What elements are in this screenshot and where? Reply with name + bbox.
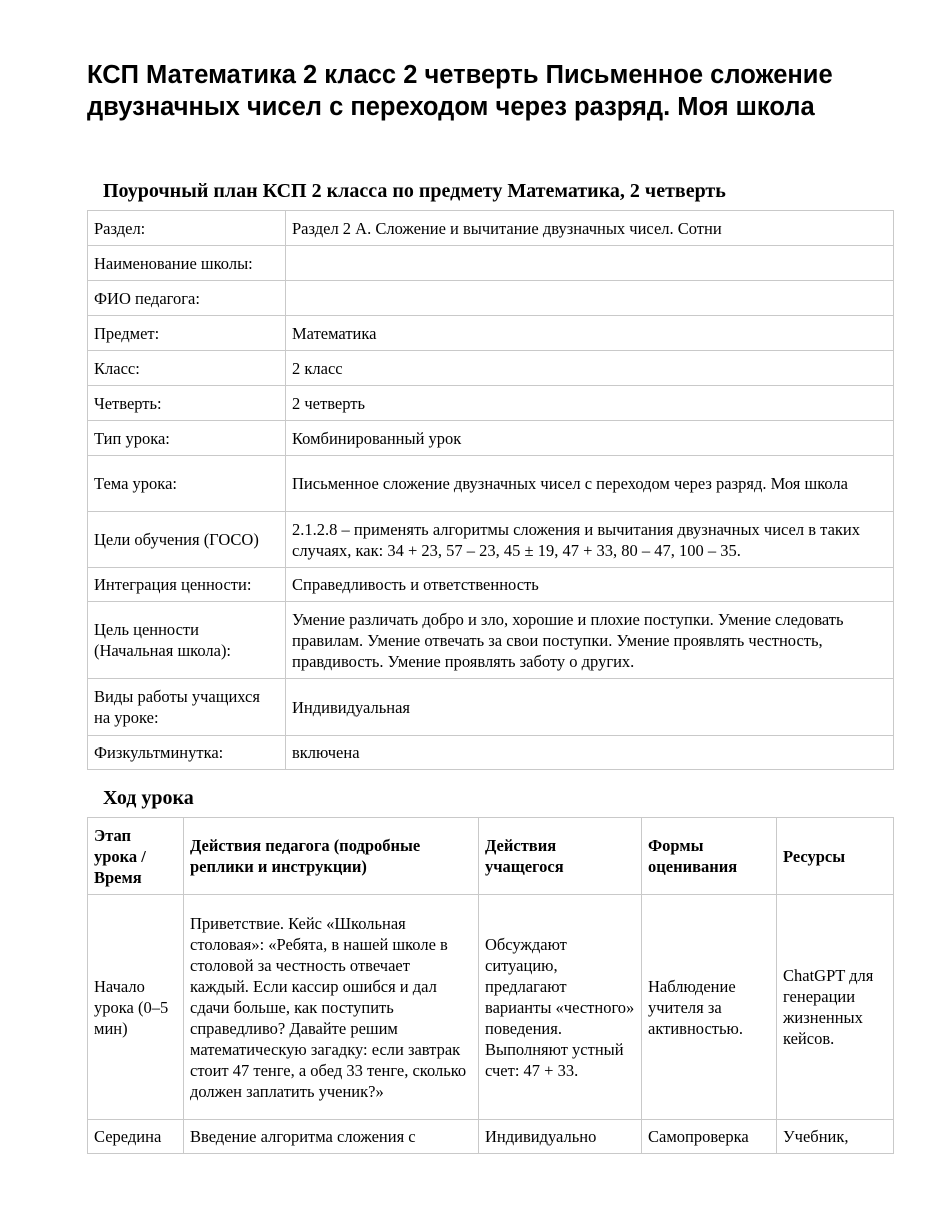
info-value: Письменное сложение двузначных чисел с переходом через разряд. Моя школа — [286, 456, 894, 512]
lesson-cell-student-actions: Обсуждают ситуацию, предлагают варианты «честного» поведения. Выполняют устный счет: 47 + 33. — [479, 895, 642, 1120]
lesson-header-row — [88, 818, 894, 895]
info-row-quarter — [88, 386, 894, 421]
info-key: Четверть: — [88, 386, 286, 421]
lesson-info-table — [87, 210, 894, 770]
lesson-cell-stage: Начало урока (0–5 мин) — [88, 895, 184, 1120]
info-row-section — [88, 211, 894, 246]
col-header-assessment: Формы оценивания — [642, 818, 777, 895]
info-row-topic — [88, 456, 894, 512]
info-row-work-types — [88, 679, 894, 736]
info-row-school — [88, 246, 894, 281]
col-header-resources: Ресурсы — [777, 818, 894, 895]
info-value: Справедливость и ответственность — [286, 568, 894, 602]
lesson-row — [88, 895, 894, 1120]
info-key: Тип урока: — [88, 421, 286, 456]
info-row-value-goal — [88, 602, 894, 679]
lesson-cell-teacher-actions: Введение алгоритма сложения с — [184, 1120, 479, 1154]
info-row-lesson-type — [88, 421, 894, 456]
info-key: Предмет: — [88, 316, 286, 351]
col-header-student-actions: Действия учащегося — [479, 818, 642, 895]
info-value: 2.1.2.8 – применять алгоритмы сложения и вычитания двузначных чисел в таких случаях, как: 34 + 23, 57 – 23, 45 ± 19, 47 + 33, 80 – 47, 100 – 35. — [286, 512, 894, 568]
info-row-subject — [88, 316, 894, 351]
info-value: Умение различать добро и зло, хорошие и плохие поступки. Умение следовать правилам. Умение отвечать за свои поступки. Умение проявлять честность, правдивость. Умение проявлять заботу о других. — [286, 602, 894, 679]
info-row-exercise-break — [88, 736, 894, 770]
lesson-cell-stage: Середина — [88, 1120, 184, 1154]
lesson-row — [88, 1120, 894, 1154]
info-value: Математика — [286, 316, 894, 351]
info-key: ФИО педагога: — [88, 281, 286, 316]
info-value: Раздел 2 А. Сложение и вычитание двузначных чисел. Сотни — [286, 211, 894, 246]
info-row-value-integration — [88, 568, 894, 602]
info-key: Виды работы учащихся на уроке: — [88, 679, 286, 736]
lesson-flow-table — [87, 817, 894, 1154]
info-value — [286, 281, 894, 316]
info-key: Цель ценности (Начальная школа): — [88, 602, 286, 679]
lesson-heading: Ход урока — [103, 787, 194, 809]
lesson-cell-assessment: Самопроверка — [642, 1120, 777, 1154]
info-key: Тема урока: — [88, 456, 286, 512]
info-value: Комбинированный урок — [286, 421, 894, 456]
info-key: Наименование школы: — [88, 246, 286, 281]
lesson-cell-resources: ChatGPT для генерации жизненных кейсов. — [777, 895, 894, 1120]
info-key: Физкультминутка: — [88, 736, 286, 770]
info-value: Индивидуальная — [286, 679, 894, 736]
info-row-teacher — [88, 281, 894, 316]
plan-heading: Поурочный план КСП 2 класса по предмету Математика, 2 четверть — [103, 180, 726, 202]
info-value: включена — [286, 736, 894, 770]
document-title: КСП Математика 2 класс 2 четверть Письменное сложение двузначных чисел с переходом через разряд. Моя школа — [87, 61, 833, 121]
info-key: Раздел: — [88, 211, 286, 246]
lesson-cell-resources: Учебник, — [777, 1120, 894, 1154]
lesson-cell-teacher-actions: Приветствие. Кейс «Школьная столовая»: «Ребята, в нашей школе в столовой за честность отвечает каждый. Если кассир ошибся и дал сдачи больше, как поступить справедливо? Давайте решим математическую загадку: если завтрак стоит 47 тенге, а обед 33 тенге, сколько должен заплатить ученик?» — [184, 895, 479, 1120]
info-value — [286, 246, 894, 281]
info-value: 2 класс — [286, 351, 894, 386]
lesson-cell-student-actions: Индивидуально — [479, 1120, 642, 1154]
info-row-grade — [88, 351, 894, 386]
info-value: 2 четверть — [286, 386, 894, 421]
col-header-stage: Этап урока / Время — [88, 818, 184, 895]
info-key: Интеграция ценности: — [88, 568, 286, 602]
lesson-cell-assessment: Наблюдение учителя за активностью. — [642, 895, 777, 1120]
info-key: Класс: — [88, 351, 286, 386]
info-row-learning-goals — [88, 512, 894, 568]
col-header-teacher-actions: Действия педагога (подробные реплики и инструкции) — [184, 818, 479, 895]
info-key: Цели обучения (ГОСО) — [88, 512, 286, 568]
